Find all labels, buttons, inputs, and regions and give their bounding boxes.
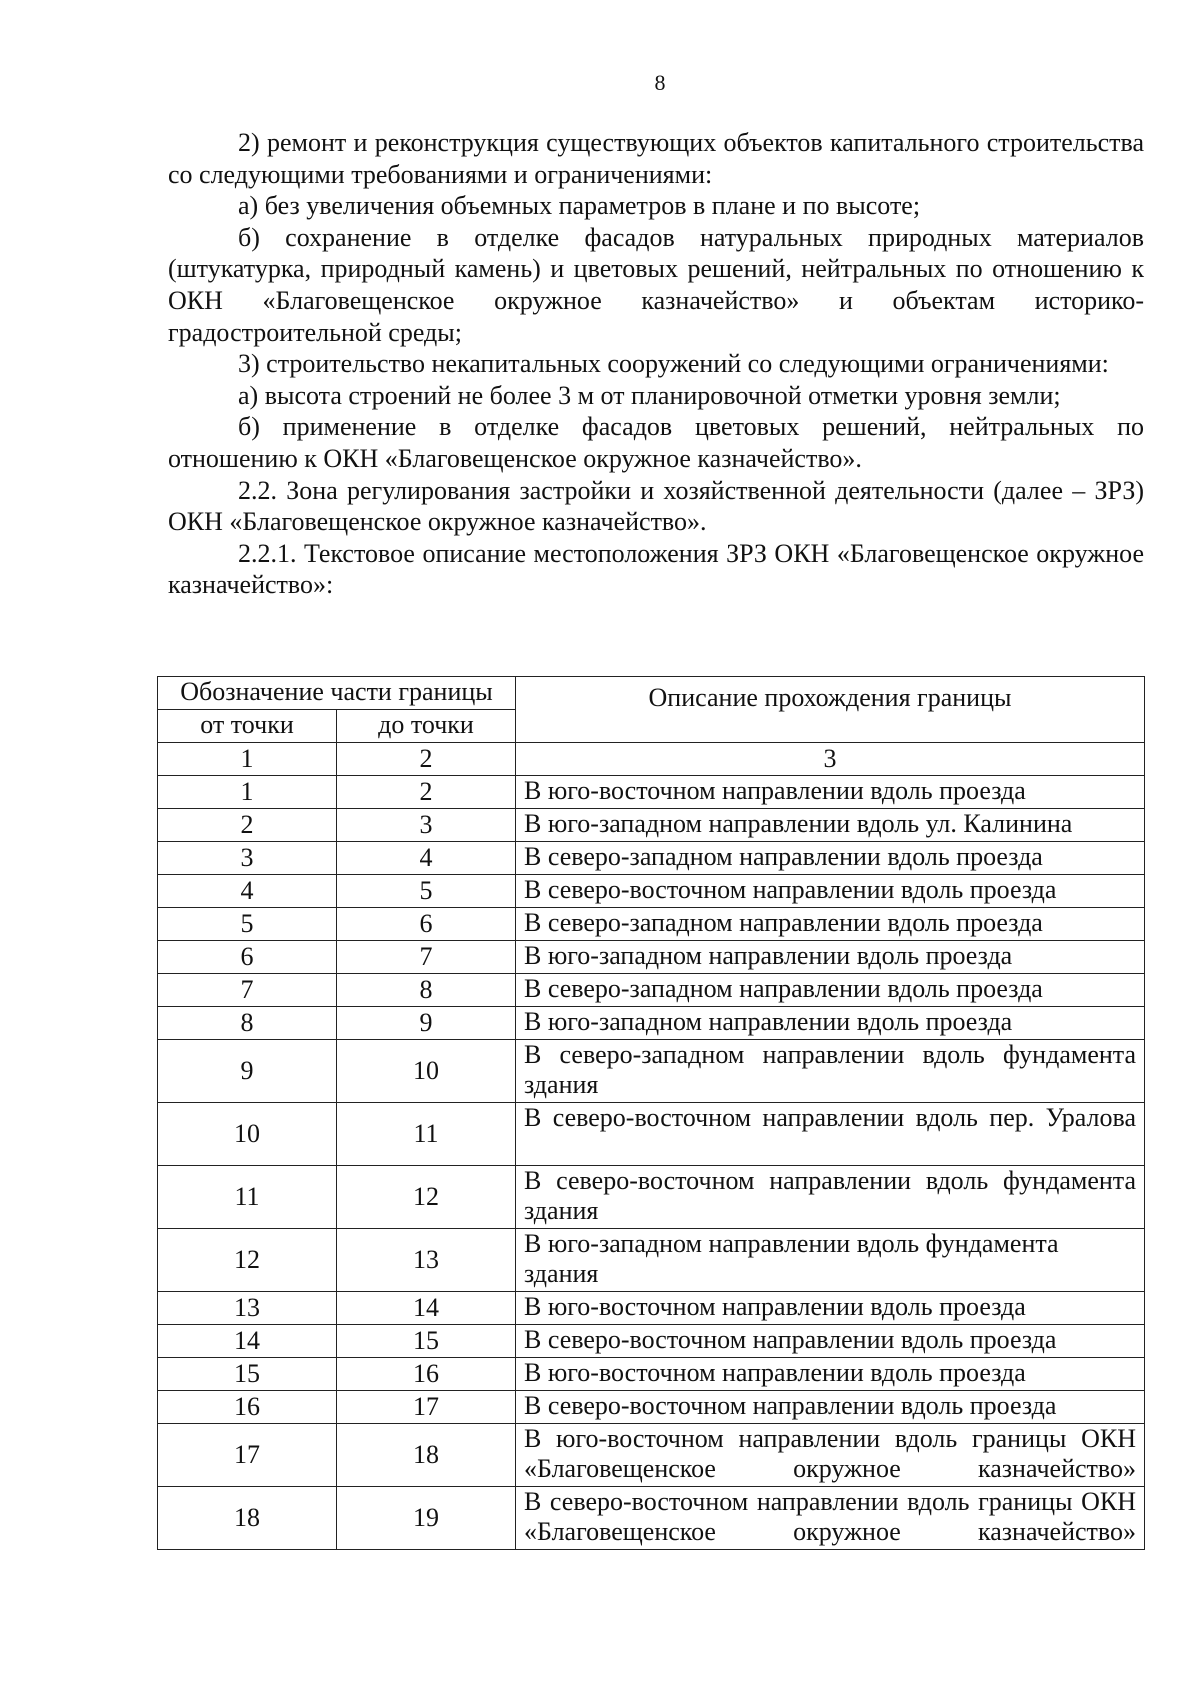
description-cell: В северо-восточном направлении вдоль проезда (516, 1325, 1145, 1358)
from-point-cell: 10 (158, 1103, 337, 1166)
to-point-cell: 7 (337, 941, 516, 974)
description-cell: В северо-западном направлении вдоль проезда (516, 842, 1145, 875)
table-row (158, 1040, 1145, 1103)
from-point-cell: 15 (158, 1358, 337, 1391)
description-cell: В северо-восточном направлении вдоль проезда (516, 1391, 1145, 1424)
to-point-cell: 15 (337, 1325, 516, 1358)
description-cell: В юго-западном направлении вдоль проезда (516, 941, 1145, 974)
table-row (158, 974, 1145, 1007)
to-point-cell: 10 (337, 1040, 516, 1103)
paragraph-item-3a: а) высота строений не более 3 м от планировочной отметки уровня земли; (238, 380, 1061, 410)
description-cell: В северо-западном направлении вдоль проезда (516, 908, 1145, 941)
description-cell: В северо-восточном направлении вдоль проезда (516, 875, 1145, 908)
header-from-point: от точки (158, 710, 337, 743)
to-point-cell: 3 (337, 809, 516, 842)
paragraph-item-2: 2) ремонт и реконструкция существующих объектов капитального строительства со следующими требованиями и ограничениями: (168, 128, 1144, 189)
from-point-cell: 16 (158, 1391, 337, 1424)
boundary-table (157, 676, 1145, 1550)
table-row (158, 776, 1145, 809)
to-point-cell: 8 (337, 974, 516, 1007)
from-point-cell: 14 (158, 1325, 337, 1358)
table-row (158, 842, 1145, 875)
from-point-cell: 11 (158, 1166, 337, 1229)
description-cell: В юго-восточном направлении вдоль проезда (516, 776, 1145, 809)
to-point-cell: 18 (337, 1424, 516, 1487)
table-row (158, 1103, 1145, 1166)
to-point-cell: 16 (337, 1358, 516, 1391)
table-row (158, 1424, 1145, 1487)
to-point-cell: 9 (337, 1007, 516, 1040)
description-cell: В юго-восточном направлении вдоль границы ОКН «Благовещенское окружное казначейство» (516, 1424, 1145, 1487)
page-number: 8 (654, 70, 666, 95)
table-row (158, 1358, 1145, 1391)
header-to-point: до точки (337, 710, 516, 743)
table-row (158, 875, 1145, 908)
table-row (158, 809, 1145, 842)
to-point-cell: 13 (337, 1229, 516, 1292)
to-point-cell: 6 (337, 908, 516, 941)
description-cell: В юго-восточном направлении вдоль проезда (516, 1358, 1145, 1391)
from-point-cell: 7 (158, 974, 337, 1007)
header-group: Обозначение части границы (158, 677, 516, 710)
to-point-cell: 12 (337, 1166, 516, 1229)
from-point-cell: 8 (158, 1007, 337, 1040)
to-point-cell: 17 (337, 1391, 516, 1424)
table-row (158, 1007, 1145, 1040)
description-cell: В северо-восточном направлении вдоль фундамента здания (516, 1166, 1145, 1229)
to-point-cell: 19 (337, 1487, 516, 1550)
column-number: 2 (337, 743, 516, 776)
to-point-cell: 4 (337, 842, 516, 875)
table-row (158, 1391, 1145, 1424)
from-point-cell: 13 (158, 1292, 337, 1325)
from-point-cell: 12 (158, 1229, 337, 1292)
table-row (158, 1325, 1145, 1358)
description-cell: В юго-западном направлении вдоль ул. Калинина (516, 809, 1145, 842)
table-row (158, 1292, 1145, 1325)
description-cell: В северо-восточном направлении вдоль пер. Уралова (516, 1103, 1145, 1166)
from-point-cell: 5 (158, 908, 337, 941)
table-row (158, 941, 1145, 974)
paragraph-item-2a: а) без увеличения объемных параметров в плане и по высоте; (238, 191, 921, 221)
from-point-cell: 2 (158, 809, 337, 842)
column-number: 3 (516, 743, 1145, 776)
from-point-cell: 1 (158, 776, 337, 809)
to-point-cell: 14 (337, 1292, 516, 1325)
description-cell: В юго-западном направлении вдоль проезда (516, 1007, 1145, 1040)
to-point-cell: 11 (337, 1103, 516, 1166)
from-point-cell: 4 (158, 875, 337, 908)
description-cell: В северо-западном направлении вдоль проезда (516, 974, 1145, 1007)
description-cell: В северо-восточном направлении вдоль границы ОКН «Благовещенское окружное казначейство» (516, 1487, 1145, 1550)
paragraph-section-2-2: 2.2. Зона регулирования застройки и хозяйственной деятельности (далее – ЗРЗ) ОКН «Благовещенское окружное казначейство». (168, 475, 1144, 537)
description-cell: В юго-восточном направлении вдоль проезда (516, 1292, 1145, 1325)
description-cell: В северо-западном направлении вдоль фундамента здания (516, 1040, 1145, 1103)
table-row (158, 1487, 1145, 1550)
from-point-cell: 9 (158, 1040, 337, 1103)
from-point-cell: 3 (158, 842, 337, 875)
paragraph-item-2b: б) сохранение в отделке фасадов натуральных природных материалов (штукатурка, природный камень) и цветовых решений, нейтральных по отношению к ОКН «Благовещенское окружное казначейство» и объектам историко-градостроительной среды; (168, 222, 1144, 347)
body-text (168, 127, 1144, 601)
header-description: Описание прохождения границы (516, 677, 1145, 743)
paragraph-item-3b: б) применение в отделке фасадов цветовых решений, нейтральных по отношению к ОКН «Благовещенское окружное казначейство». (168, 412, 1144, 473)
to-point-cell: 5 (337, 875, 516, 908)
table-row (158, 1166, 1145, 1229)
table-row (158, 1229, 1145, 1292)
paragraph-item-3: 3) строительство некапитальных сооружений со следующими ограничениями: (238, 349, 1109, 379)
from-point-cell: 17 (158, 1424, 337, 1487)
table-row (158, 908, 1145, 941)
paragraph-section-2-2-1: 2.2.1. Текстовое описание местоположения ЗРЗ ОКН «Благовещенское окружное казначейство»: (168, 538, 1144, 600)
description-cell: В юго-западном направлении вдоль фундамента здания (516, 1229, 1145, 1292)
from-point-cell: 18 (158, 1487, 337, 1550)
column-number: 1 (158, 743, 337, 776)
from-point-cell: 6 (158, 941, 337, 974)
to-point-cell: 2 (337, 776, 516, 809)
